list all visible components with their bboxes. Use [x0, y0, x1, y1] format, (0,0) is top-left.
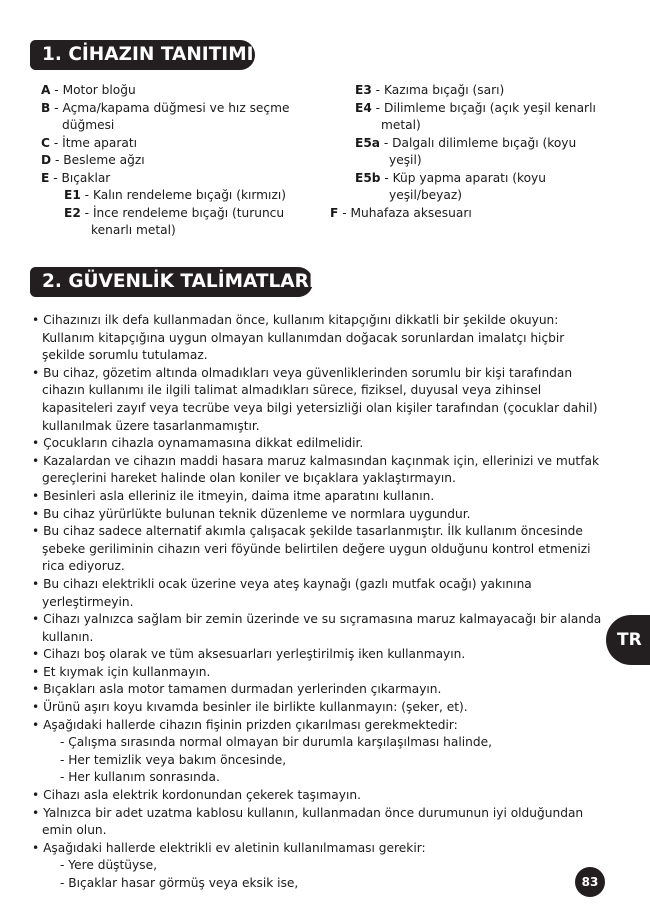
part-label: - Küp yapma aparatı (koyu — [380, 170, 546, 185]
part-code: B — [41, 100, 51, 115]
safety-bullet: • Et kıymak için kullanmayın. — [32, 664, 211, 679]
part-label: metal) — [381, 118, 421, 132]
safety-bullet: • Cihazı boş olarak ve tüm aksesuarları yerleştirilmiş iken kullanmayın. — [32, 647, 466, 662]
part-item-e5b — [330, 170, 610, 188]
part-item-a — [41, 82, 301, 100]
section-title-safety-instructions: 2. GÜVENLİK TALİMATLARI — [30, 267, 313, 297]
safety-sub-item: - Çalışma sırasında normal olmayan bir durumla karşılaşılması halinde, — [60, 735, 492, 750]
part-code: E — [41, 170, 50, 185]
safety-bullet: • Aşağıdaki hallerde cihazın fişinin prizden çıkarılması gerekmektedir: — [32, 717, 458, 732]
part-code: A — [41, 83, 51, 97]
safety-instructions-list — [32, 312, 606, 893]
part-code: E3 — [355, 83, 372, 97]
part-item-c — [41, 135, 301, 153]
safety-bullet: • Ürünü aşırı koyu kıvamda besinler ile birlikte kullanmayın: (şeker, et). — [32, 700, 468, 715]
part-code: E1 — [64, 188, 81, 202]
safety-bullet: • Cihazı asla elektrik kordonundan çekerek taşımayın. — [32, 788, 361, 803]
part-code: F — [330, 205, 339, 220]
section-title-device-description: 1. CİHAZIN TANITIMI — [30, 40, 255, 70]
safety-bullet: • Yalnızca bir adet uzatma kablosu kullanın, kullanmadan önce durumunun iyi olduğundan emin olun. — [32, 805, 584, 838]
language-tab: TR — [606, 615, 650, 665]
safety-sub-item: - Bıçaklar hasar görmüş veya eksik ise, — [60, 876, 299, 890]
part-item-e2-continued — [41, 222, 301, 240]
part-item-f — [330, 205, 610, 223]
parts-list-left — [41, 82, 301, 240]
part-label: - Kalın rendeleme bıçağı (kırmızı) — [80, 188, 286, 202]
safety-sub-item: - Yere düştüyse, — [60, 858, 157, 873]
parts-list-right — [330, 82, 610, 222]
safety-bullet: • Aşağıdaki hallerde elektrikli ev aletinin kullanılmaması gerekir: — [32, 840, 426, 855]
part-code: E5a — [355, 135, 381, 150]
part-item-e4-continued — [330, 117, 610, 135]
part-item-b-continued — [41, 117, 301, 135]
part-label: yeşil) — [389, 153, 422, 167]
part-item-e5a — [330, 135, 610, 153]
safety-bullet: • Çocukların cihazla oynamamasına dikkat edilmelidir. — [32, 436, 364, 451]
part-label: - Dilimleme bıçağı (açık yeşil kenarlı — [371, 100, 596, 115]
part-label: - Kazıma bıçağı (sarı) — [371, 83, 505, 97]
part-label: - Açma/kapama düğmesi ve hız seçme — [50, 100, 290, 115]
part-item-e3 — [330, 82, 610, 100]
part-item-d — [41, 152, 301, 170]
part-label: - Motor bloğu — [50, 83, 136, 97]
page-number-badge: 83 — [575, 867, 605, 897]
part-code: E2 — [64, 205, 81, 220]
part-label: - Dalgalı dilimleme bıçağı (koyu — [380, 135, 577, 150]
part-item-e5a-continued — [330, 152, 610, 170]
safety-bullet: • Cihazı yalnızca sağlam bir zemin üzerinde ve su sıçramasına maruz kalmayacağı bir alanda kullanın. — [32, 612, 602, 644]
part-item-e5b-continued — [330, 187, 610, 205]
part-label: yeşil/beyaz) — [389, 188, 463, 202]
part-code: E5b — [355, 170, 381, 185]
safety-bullet: • Bu cihaz sadece alternatif akımla çalışacak şekilde tasarlanmıştır. İlk kullanım öncesinde şebeke geriliminin cihazın veri föyünde belirtilen değere uygun olduğunu kontrol etmenizi rica ediyoruz. — [32, 524, 591, 574]
safety-bullet: • Bıçakları asla motor tamamen durmadan yerlerinden çıkarmayın. — [32, 682, 442, 697]
part-label: - Bıçaklar — [49, 170, 111, 185]
safety-bullet: • Kazalardan ve cihazın maddi hasara maruz kalmasından kaçınmak için, ellerinizi ve mutfak gereçlerini hareket halinde olan koniler ve bıçaklara yaklaştırmayın. — [32, 453, 600, 486]
part-label: kenarlı metal) — [91, 223, 176, 237]
part-label: - Muhafaza aksesuarı — [338, 205, 472, 220]
part-item-e4 — [330, 100, 610, 118]
part-code: C — [41, 135, 50, 150]
safety-bullet: • Bu cihaz, gözetim altında olmadıkları veya güvenliklerinden sorumlu bir kişi tarafından cihazın kullanımı ile ilgili talimat almadıkları sürece, fiziksel, duyusal veya zihinsel kapasiteleri zayıf veya tecrübe veya bilgi yetersizliği olan kişiler tarafından (çocuklar dahil) kullanılmak üzere tasarlanmamıştır. — [32, 365, 598, 433]
safety-bullet: • Cihazınızı ilk defa kullanmadan önce, kullanım kitapçığını dikkatli bir şekilde okuyun: Kullanım kitapçığına uygun olmayan kullanımdan doğacak sorunlardan imalatçı hiçbir şekilde sorumlu tutulamaz. — [32, 313, 565, 363]
safety-sub-item: - Her kullanım sonrasında. — [60, 770, 220, 785]
safety-sub-item: - Her temizlik veya bakım öncesinde, — [60, 752, 287, 767]
part-label: - İtme aparatı — [49, 135, 138, 150]
part-item-e1 — [41, 187, 301, 205]
part-label: - İnce rendeleme bıçağı (turuncu — [80, 205, 285, 220]
part-item-b — [41, 100, 301, 118]
part-item-e2 — [41, 205, 301, 223]
safety-bullet: • Besinleri asla elleriniz ile itmeyin, daima itme aparatını kullanın. — [32, 488, 435, 503]
safety-bullet: • Bu cihazı elektrikli ocak üzerine veya ateş kaynağı (gazlı mutfak ocağı) yakınına yerleştirmeyin. — [32, 576, 532, 609]
part-label: düğmesi — [62, 118, 115, 132]
part-item-e — [41, 170, 301, 188]
part-code: E4 — [355, 100, 372, 115]
part-label: - Besleme ağzı — [51, 153, 145, 167]
part-code: D — [41, 153, 52, 167]
safety-bullet: • Bu cihaz yürürlükte bulunan teknik düzenleme ve normlara uygundur. — [32, 506, 471, 521]
